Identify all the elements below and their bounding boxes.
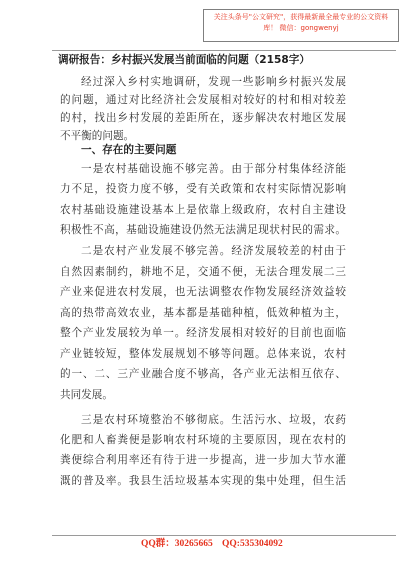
document-title: 调研报告：乡村振兴发展当前面临的问题（2158字） [58, 54, 310, 66]
intro-line: 不平衡的问题。 [60, 130, 135, 142]
paragraph-line: 高的热带高效农业，基本都是基础种植，低效种植为主， [60, 307, 346, 319]
paragraph-line: 积极性不高，基础设施建设仍然无法满足现状村民的需求。 [60, 224, 346, 236]
paragraph-line: 二是农村产业发展不够完善。经济发展较差的村由于 [81, 245, 346, 257]
paragraph-line: 共同发展。 [60, 389, 113, 401]
header-banner-text: 关注头条号"公文研究"，获得最新最全最专业的公文资料库！ 微信：gongwenyj [213, 13, 389, 32]
paragraph-line: 自然因素制约，耕地不足，交通不便，无法合理发展二三 [60, 266, 346, 278]
paragraph-line: 溉的普及率。我县生活垃圾基本实现的集中处理，但生活 [60, 475, 346, 487]
header-banner [203, 9, 399, 42]
intro-line: 经过深入乡村实地调研，发现一些影响乡村振兴发展 [81, 76, 346, 88]
footer-qq-group: QQ群：30265665 [141, 539, 213, 549]
paragraph-line: 化肥和人畜粪便是影响农村环境的主要原因，现在农村的 [60, 434, 346, 446]
paragraph-line: 的一、二、三产业融合度不够高，各产业无法相互依存、 [60, 368, 346, 380]
paragraph-line: 产业链较短，整体发展规划不够等问题。总体来说，农村 [60, 348, 346, 360]
paragraph-line: 农村基础设施建设基本上是依靠上级政府，农村自主建设 [60, 204, 346, 216]
paragraph-line: 粪便综合利用率还有待于进一步提高，进一步加大节水灌 [60, 454, 346, 466]
paragraph-line: 产业来促进农村发展，也无法调整农作物发展经济效益较 [60, 286, 346, 298]
footer-divider [52, 535, 396, 536]
intro-line: 的问题，通过对比经济社会发展相对较好的村和相对较差 [60, 94, 346, 106]
intro-line: 的村，找出乡村发展的差距所在，逐步解决农村地区发展 [60, 112, 346, 124]
paragraph-line: 一是农村基础设施不够完善。由于部分村集体经济能 [81, 163, 346, 175]
section-heading: 一、存在的主要问题 [81, 144, 177, 156]
paragraph-line: 三是农村环境整治不够彻底。生活污水、垃圾，农药 [81, 414, 346, 426]
footer-qq: QQ:535304092 [222, 539, 283, 549]
paragraph-line: 整个产业发展较为单一。经济发展相对较好的目前也面临 [60, 327, 346, 339]
paragraph-line: 力不足，投资力度不够，受有关政策和农村实际情况影响 [60, 183, 346, 195]
header-divider [52, 50, 396, 51]
